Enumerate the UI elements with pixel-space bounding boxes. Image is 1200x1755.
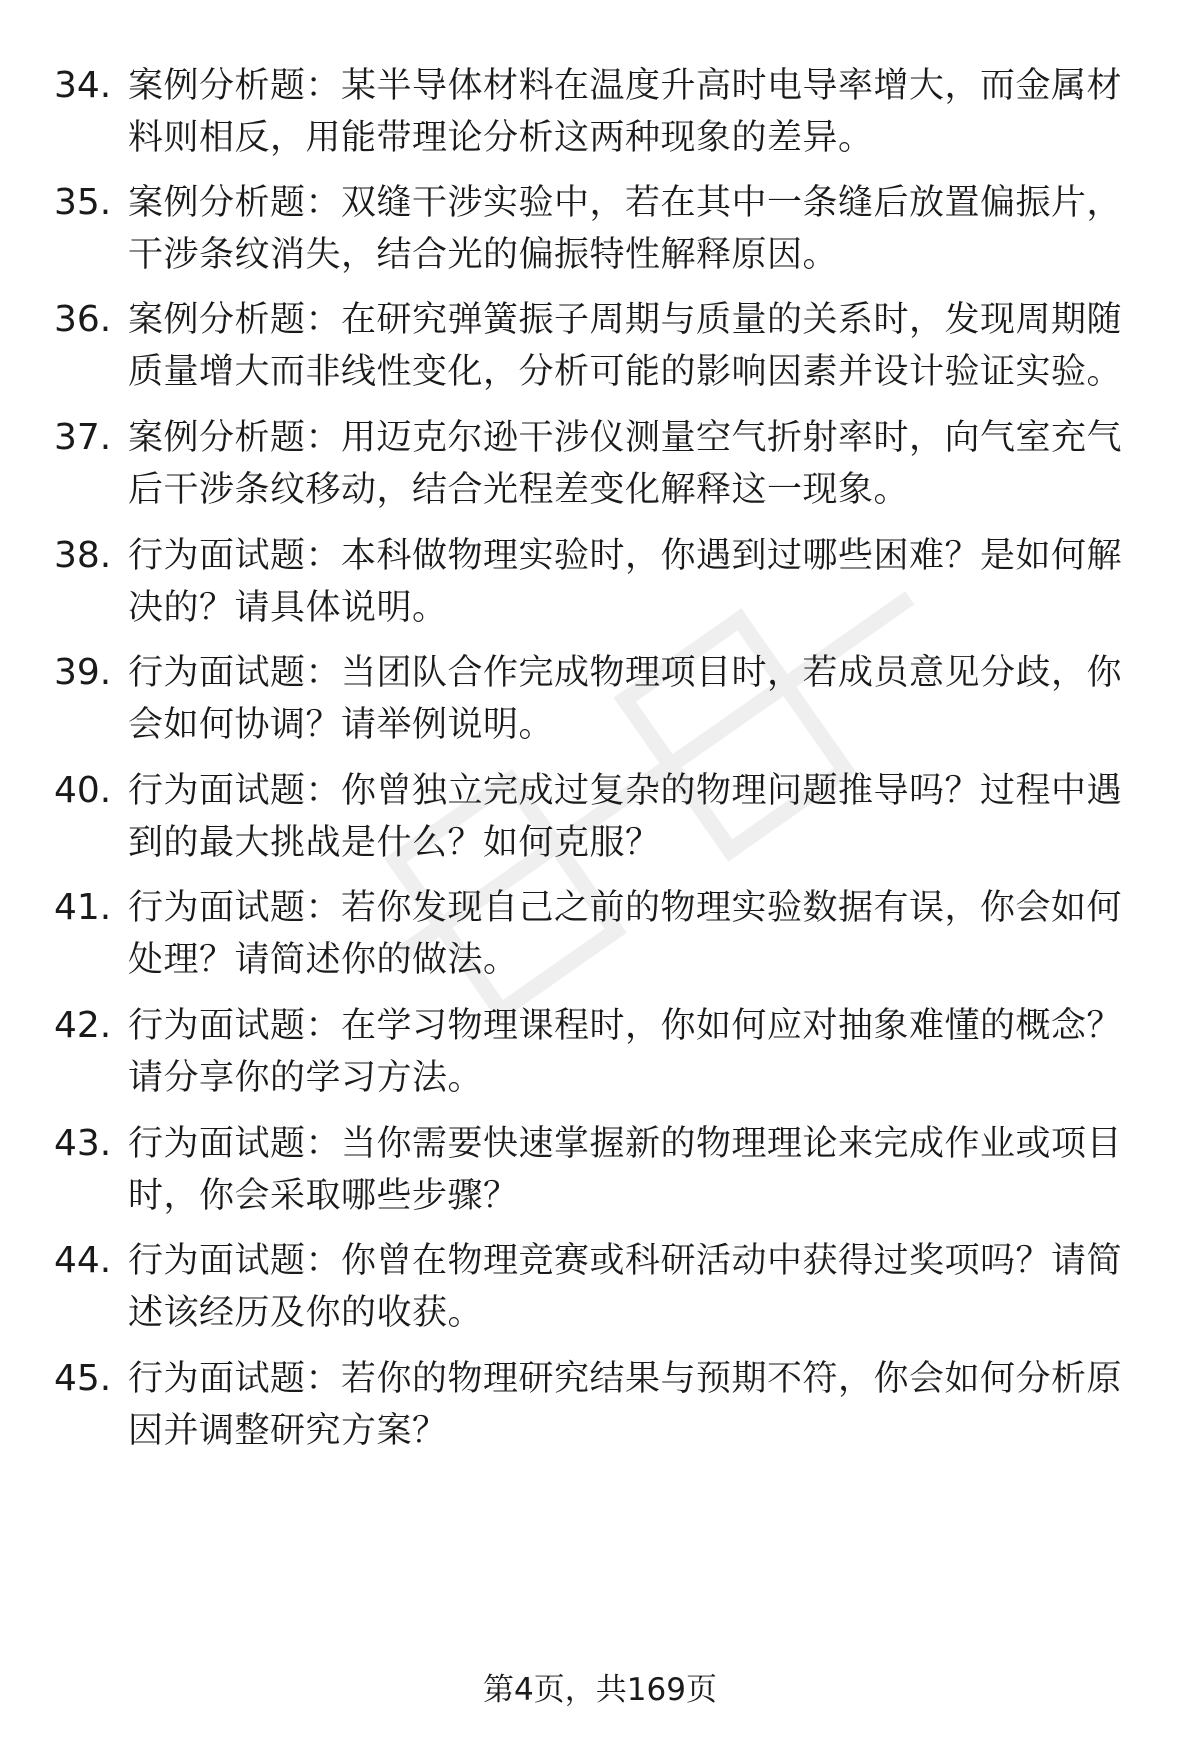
list-item xyxy=(0,294,1200,404)
question-text: 行为面试题：你曾独立完成过复杂的物理问题推导吗？过程中遇到的最大挑战是什么？如何克服？ xyxy=(128,771,1123,863)
question-text: 行为面试题：在学习物理课程时，你如何应对抽象难懂的概念？请分享你的学习方法。 xyxy=(128,1006,1123,1098)
question-number: 41. xyxy=(54,887,112,928)
question-text: 行为面试题：当团队合作完成物理项目时，若成员意见分歧，你会如何协调？请举例说明。 xyxy=(128,653,1123,745)
list-item xyxy=(0,765,1200,875)
question-text: 行为面试题：若你的物理研究结果与预期不符，你会如何分析原因并调整研究方案？ xyxy=(128,1359,1123,1451)
question-text: 行为面试题：你曾在物理竞赛或科研活动中获得过奖项吗？请简述该经历及你的收获。 xyxy=(128,1241,1123,1333)
list-item xyxy=(0,530,1200,640)
question-text: 行为面试题：本科做物理实验时，你遇到过哪些困难？是如何解决的？请具体说明。 xyxy=(128,536,1123,628)
question-text: 案例分析题：双缝干涉实验中，若在其中一条缝后放置偏振片，干涉条纹消失，结合光的偏振特性解释原因。 xyxy=(128,183,1123,275)
question-number: 44. xyxy=(54,1240,112,1281)
list-item xyxy=(0,177,1200,287)
question-text: 行为面试题：若你发现自己之前的物理实验数据有误，你会如何处理？请简述你的做法。 xyxy=(128,888,1123,980)
list-item xyxy=(0,1118,1200,1228)
question-number: 45. xyxy=(54,1358,112,1399)
question-number: 37. xyxy=(54,417,112,458)
list-item xyxy=(0,1000,1200,1110)
question-text: 行为面试题：当你需要快速掌握新的物理理论来完成作业或项目时，你会采取哪些步骤？ xyxy=(128,1124,1123,1216)
question-text: 案例分析题：用迈克尔逊干涉仪测量空气折射率时，向气室充气后干涉条纹移动，结合光程差变化解释这一现象。 xyxy=(128,418,1123,510)
question-number: 43. xyxy=(54,1123,112,1164)
question-number: 40. xyxy=(54,770,112,811)
list-item xyxy=(0,647,1200,757)
question-number: 34. xyxy=(54,65,112,106)
question-number: 39. xyxy=(54,652,112,693)
question-text: 案例分析题：某半导体材料在温度升高时电导率增大，而金属材料则相反，用能带理论分析这两种现象的差异。 xyxy=(128,66,1123,158)
list-item xyxy=(0,412,1200,522)
page-number-footer: 第4页，共169页 xyxy=(483,1672,717,1708)
question-number: 42. xyxy=(54,1005,112,1046)
list-item xyxy=(0,882,1200,992)
list-item xyxy=(0,60,1200,170)
question-number: 38. xyxy=(54,535,112,576)
question-number: 35. xyxy=(54,182,112,223)
list-item xyxy=(0,1353,1200,1463)
question-number: 36. xyxy=(54,299,112,340)
question-text: 案例分析题：在研究弹簧振子周期与质量的关系时，发现周期随质量增大而非线性变化，分析可能的影响因素并设计验证实验。 xyxy=(128,300,1123,392)
list-item xyxy=(0,1235,1200,1345)
